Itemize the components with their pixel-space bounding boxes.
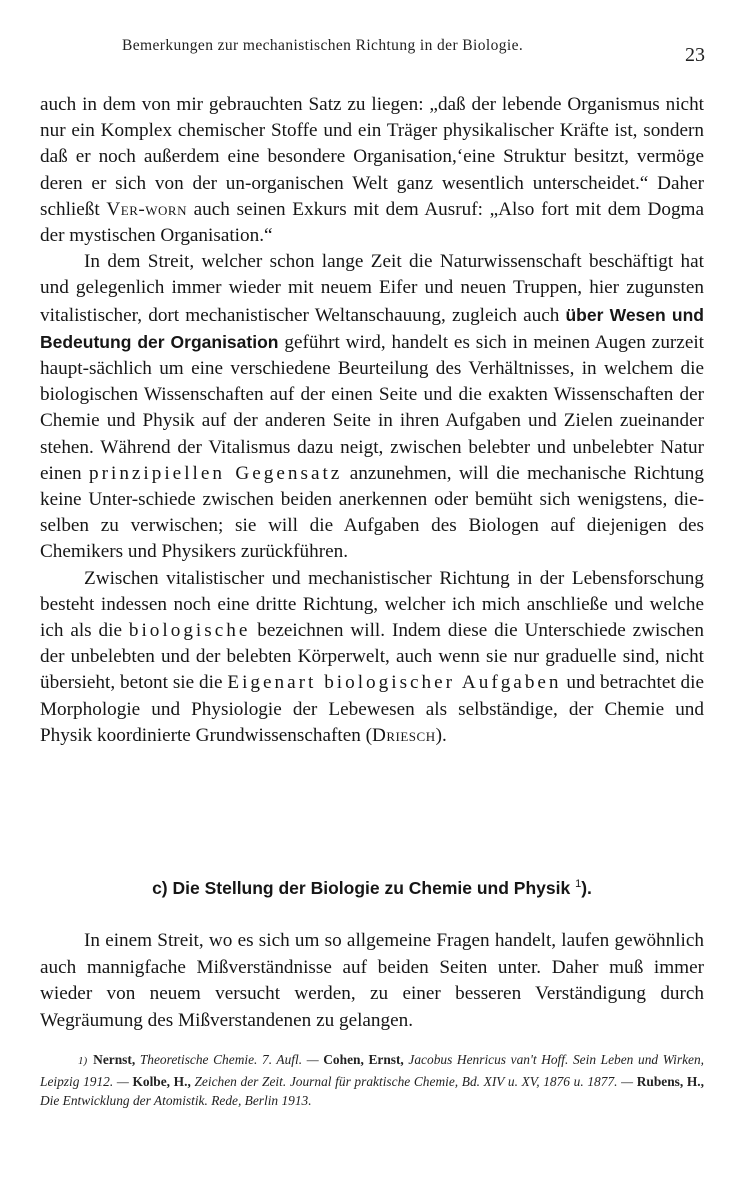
- footnote-text-b: Jacobus Henricus van't Hoff. Sein Leben und Wirken, Leipzig 1912. —: [40, 1052, 704, 1089]
- paragraph-2-text-c: anzunehmen, will die mechanische Richtung keine Unter-schiede zwischen beiden anerkennen oder bemüht sich wenigstens, die-selben zu verwischen; sie will die Aufgaben des Biologen auf diejenigen des Chemikers und Physikers zurückführen.: [40, 462, 704, 563]
- paragraph-3-text-a: Zwischen vitalistischer und mechanistischer Richtung in der Lebensforschung besteht indessen noch eine dritte Richtung, welcher ich mich anschließe und welche ich als die: [40, 567, 704, 642]
- footnote-author-rubens: Rubens, H.,: [636, 1073, 705, 1089]
- footnote-text-c: Zeichen der Zeit. Journal für praktische Chemie, Bd. XIV u. XV, 1876 u. 1877. —: [190, 1073, 637, 1089]
- main-text: [40, 92, 704, 749]
- paragraph-1-text-b: auch seinen Exkurs mit dem Ausruf: „Also fort mit dem Dogma der mystischen Organisation.“: [40, 198, 705, 247]
- paragraph-3-text-b: bezeichnen will. Indem diese die Unterschiede zwischen der unbelebten und der belebten Körperwelt, auch wenn sie nur graduelle sind, nicht übersieht, betont sie die: [40, 620, 704, 694]
- emphasis-organisation: über Wesen und Bedeutung der Organisation: [40, 304, 704, 352]
- author-verworn: Ver-worn: [106, 198, 187, 220]
- footnote-reference: 1: [575, 878, 582, 891]
- paragraph-2-text-b: geführt wird, handelt es sich in meinen Augen zurzeit haupt-sächlich um eine verschiedene Beurteilung des Verhältnisses, in welchem die biologischen Wissenschaften auf der einen Seite und die exakten Wissenschaften der Chemie und Physik auf der anderen Seite in ihren Aufgaben und Zielen zueinander stehen. Während der Vitalismus dazu neigt, zwischen belebter und unbelebter Natur einen: [40, 331, 704, 484]
- paragraph-1-text-a: auch in dem von mir gebrauchten Satz zu liegen: „daß der lebende Organismus nicht nur ein Komplex chemischer Stoffe und ein Träger physikalischer Kräfte ist, sondern daß er noch außerdem eine besondere Organisation,‘eine Struktur besitzt, vermöge deren er sich von der un-organischen Welt ganz wesentlich unterscheidet.“ Daher schließt: [40, 94, 704, 220]
- footnote-marker: 1): [78, 1055, 88, 1067]
- emphasis-gegensatz: prinzipiellen Gegensatz: [89, 462, 343, 484]
- author-driesch: Driesch: [372, 724, 436, 746]
- footnote-author-nernst: Nernst,: [93, 1052, 136, 1067]
- page-number: 23: [685, 44, 705, 66]
- paragraph-1: [40, 92, 704, 249]
- footnote-author-cohen: Cohen, Ernst,: [323, 1052, 404, 1067]
- section-paragraph-text: In einem Streit, wo es sich um so allgemeine Fragen handelt, laufen gewöhnlich auch mannigfache Mißverständnisse auf beiden Seiten unter. Daher muß immer wieder von neuem versucht werden, zu einer besseren Verständigung durch Wegräumung des Mißverstandenen zu gelangen.: [40, 930, 704, 1031]
- section-paragraph: [40, 928, 704, 1034]
- paragraph-3-text-d: ).: [435, 724, 447, 746]
- footnote-author-kolbe: Kolbe, H.,: [132, 1073, 191, 1089]
- paragraph-2: [40, 249, 704, 565]
- footnote: [40, 1050, 704, 1111]
- footnote-text-d: Die Entwicklung der Atomistik. Rede, Berlin 1913.: [40, 1093, 312, 1108]
- paragraph-2-text-a: In dem Streit, welcher schon lange Zeit die Naturwissenschaft beschäftigt hat und gelegenlich immer wieder mit neuem Eifer und neuen Truppen, hier zugunsten vitalistischer, dort mechanistischer Weltanschauung, zugleich auch: [40, 251, 704, 326]
- running-title: Bemerkungen zur mechanistischen Richtung in der Biologie.: [122, 37, 524, 54]
- paragraph-3: [40, 566, 704, 749]
- section-heading-close: ).: [581, 878, 592, 898]
- paragraph-3-text-c: und betrachtet die Morphologie und Physiologie der Lebewesen als selbständige, der Chemie und Physik koordinierte Grundwissenschaften (: [40, 672, 705, 746]
- section-heading-text: c) Die Stellung der Biologie zu Chemie und Physik: [152, 878, 571, 898]
- emphasis-eigenart: Eigenart biologischer Aufgaben: [227, 672, 562, 694]
- section-heading: [40, 878, 704, 899]
- footnote-text-a: Theoretische Chemie. 7. Aufl. —: [135, 1052, 324, 1067]
- emphasis-biologische: biologische: [128, 620, 251, 642]
